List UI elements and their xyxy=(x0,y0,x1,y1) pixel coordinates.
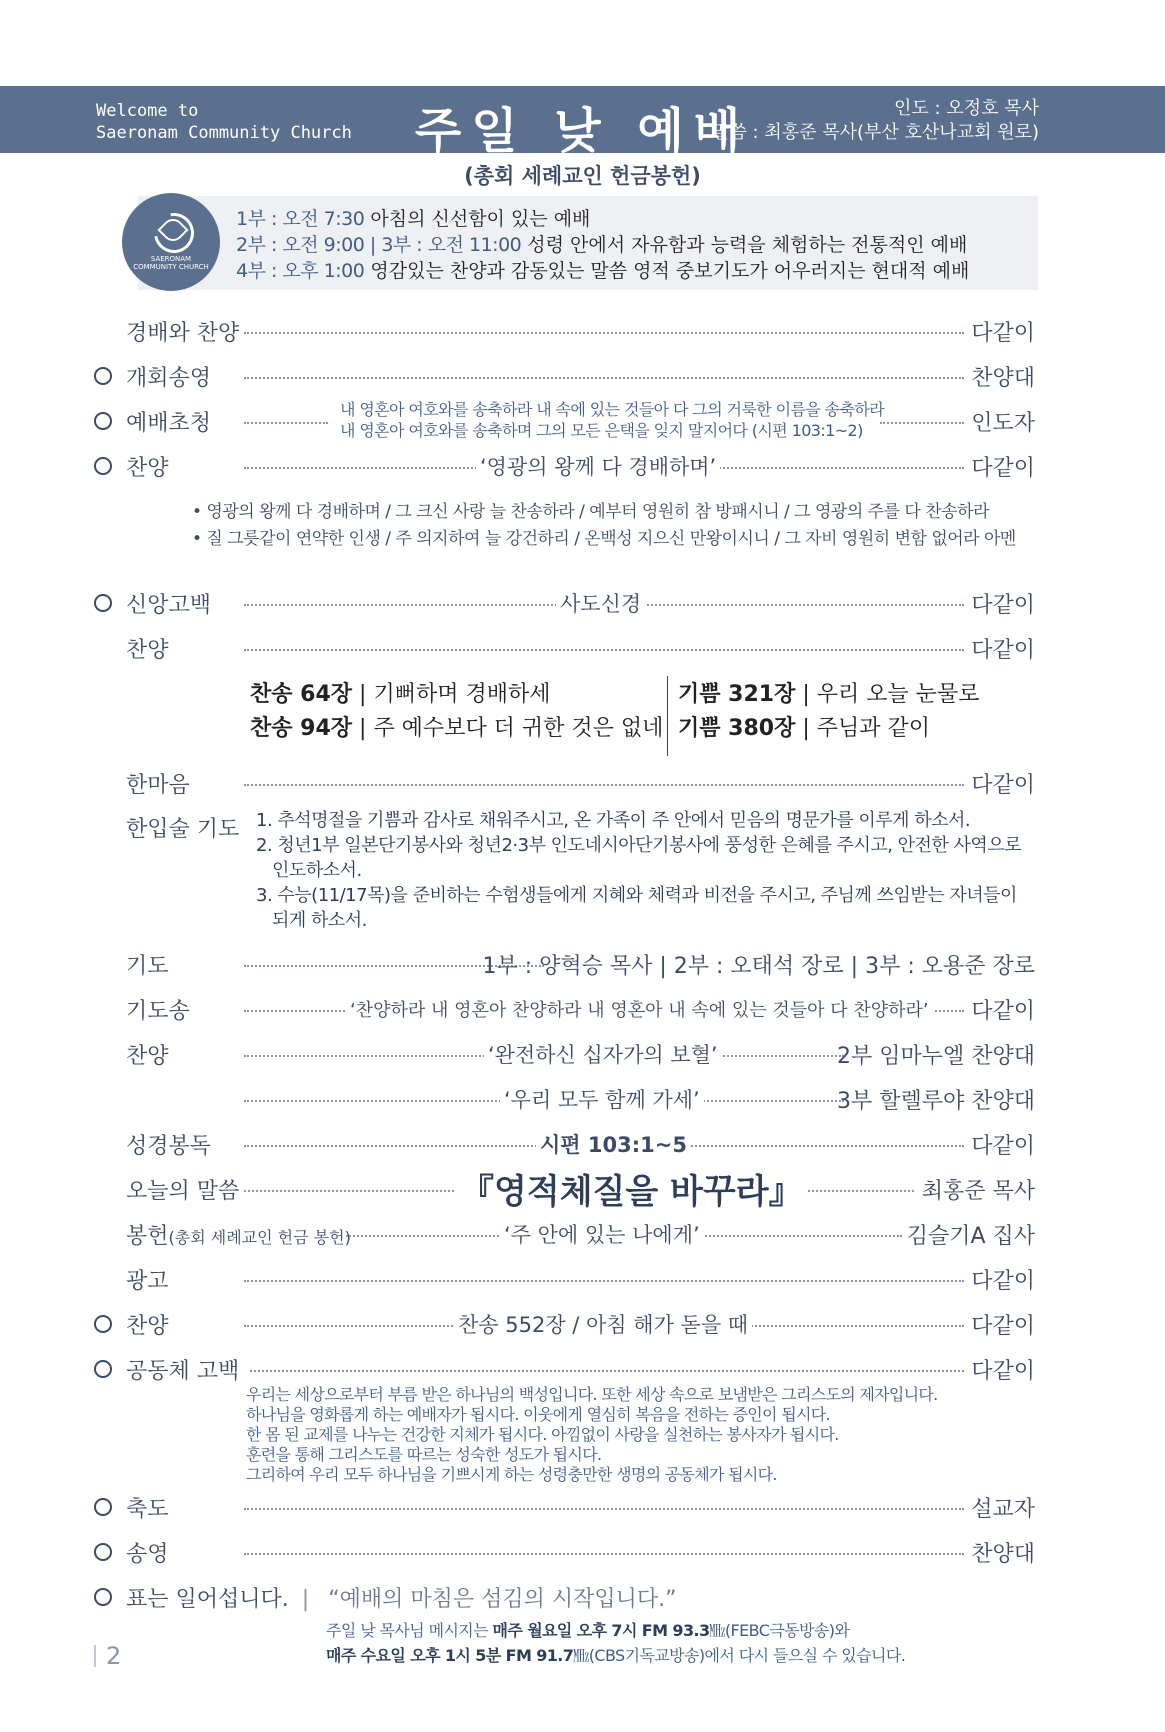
order-worship-praise: 경배와 찬양 다같이 xyxy=(126,321,1035,346)
prayer-item: 3. 수능(11/17목)을 준비하는 수험생들에게 지혜와 체력과 비전을 주시고, 주님께 쓰임받는 자녀들이 xyxy=(256,885,1017,906)
page-subtitle: (총회 세례교인 헌금봉헌) xyxy=(464,164,701,188)
divider xyxy=(667,676,668,756)
order-sermon: 오늘의 말씀 『영적체질을 바꾸라』 최홍준 목사 xyxy=(0,1172,1165,1208)
broadcast-info: 주일 낮 목사님 메시지는 매주 월요일 오후 7시 FM 93.3㎒(FEBC극동방송)와 매주 수요일 오후 1시 5분 FM 91.7㎒(CBS기독교방송)에서 다시 들으실 수 있습니다. xyxy=(326,1621,906,1665)
order-scripture: 성경봉독 시편 103:1~5 다같이 xyxy=(0,1127,1165,1163)
stand-mark-icon xyxy=(94,1498,112,1516)
hymn-item: 기쁨 380장 | 주님과 같이 xyxy=(678,716,931,741)
order-announcements: 광고 다같이 xyxy=(126,1269,1035,1294)
worship-leader: 인도 : 오정호 목사 xyxy=(894,98,1039,119)
order-offering: 봉헌(총회 세례교인 헌금 봉헌) ‘주 안에 있는 나에게’ 김슬기A 집사 xyxy=(0,1217,1165,1253)
stand-mark-icon xyxy=(94,1360,112,1378)
order-community-confession: 공동체 고백 다같이 xyxy=(0,1352,1165,1388)
order-doxology: 송영 찬양대 xyxy=(0,1535,1165,1571)
sermon-title: 『영적체질을 바꾸라』 xyxy=(456,1164,807,1213)
hymn-list-right xyxy=(678,678,980,746)
header-banner xyxy=(0,86,1165,159)
order-prayer: 기도 1부 : 양혁승 목사 | 2부 : 오태석 장로 | 3부 : 오용준 장로 xyxy=(126,954,1035,979)
schedule-item: 1부 : 오전 7:30 아침의 신선함이 있는 예배 xyxy=(236,208,591,230)
page-number: 2 xyxy=(94,1642,121,1670)
leaders xyxy=(712,97,1039,145)
closing-note: 표는 일어섭니다. | “예배의 마침은 섬김의 시작입니다.” xyxy=(126,1587,677,1612)
order-unison-prayer: 한입술 기도 xyxy=(126,817,240,842)
stand-mark-icon xyxy=(94,594,112,612)
order-benediction: 축도 설교자 xyxy=(0,1490,1165,1526)
order-opening-hymn: 개회송영 찬양대 xyxy=(0,359,1165,395)
prayer-item: 되게 하소서. xyxy=(272,910,367,931)
schedule-list xyxy=(236,206,969,284)
order-call-to-worship: 예배초청 내 영혼아 여호와를 송축하라 내 속에 있는 것들아 다 그의 거룩한 이름을 송축하라 내 영혼아 여호와를 송축하며 그의 모든 은택을 잊지 말지어다 (시편 103:1~2) 인도자 xyxy=(0,404,1165,440)
order-choir-2: ‘우리 모두 함께 가세’ 3부 할렐루야 찬양대 xyxy=(0,1082,1165,1118)
lyrics-line: • 영광의 왕께 다 경배하며 / 그 크신 사랑 늘 찬송하라 / 예부터 영원히 참 방패시니 / 그 영광의 주를 다 찬송하라 xyxy=(192,502,989,522)
order-praise-2: 찬양 다같이 xyxy=(126,638,1035,663)
stand-mark-icon xyxy=(94,1315,112,1333)
prayer-items xyxy=(256,808,1021,933)
prayer-item: 인도하소서. xyxy=(272,860,362,881)
preacher: 말씀 : 최홍준 목사(부산 호산나교회 원로) xyxy=(712,122,1039,143)
church-logo xyxy=(122,193,220,291)
schedule-item: 2부 : 오전 9:00 | 3부 : 오전 11:00 성령 안에서 자유함과 능력을 체험하는 전통적인 예배 xyxy=(236,234,968,256)
order-choir-1: 찬양 ‘완전하신 십자가의 보혈’ 2부 임마누엘 찬양대 xyxy=(0,1037,1165,1073)
church-name: Saeronam Community Church xyxy=(96,123,352,143)
logo-text: SAERONAM xyxy=(150,255,192,263)
order-prayer-song: 기도송 ‘찬양하라 내 영혼아 찬양하라 내 영혼아 내 속에 있는 것들아 다 찬양하라’ 다같이 xyxy=(0,992,1165,1028)
prayer-item: 1. 추석명절을 기쁨과 감사로 채워주시고, 온 가족이 주 안에서 믿음의 명문가를 이루게 하소서. xyxy=(256,810,971,831)
page-title: 주일 낮 예배 xyxy=(414,103,751,159)
stand-mark-icon xyxy=(94,412,112,430)
hymn-list-left xyxy=(250,678,663,746)
hymn-item: 찬송 64장 | 기뻐하며 경배하세 xyxy=(250,682,551,707)
logo-text: COMMUNITY CHURCH xyxy=(133,263,209,271)
stand-mark-icon xyxy=(94,457,112,475)
stand-mark-icon xyxy=(94,1588,112,1606)
hymn-item: 찬송 94장 | 주 예수보다 더 귀한 것은 없네 xyxy=(250,716,664,741)
hymn-item: 기쁨 321장 | 우리 오늘 눈물로 xyxy=(678,682,980,707)
lyrics-line: • 질 그릇같이 연약한 인생 / 주 의지하여 늘 강건하리 / 온백성 지으신 만왕이시니 / 그 자비 영원히 변함 없어라 아멘 xyxy=(192,529,1016,549)
confession-text: 우리는 세상으로부터 부름 받은 하나님의 백성입니다. 또한 세상 속으로 보냄받은 그리스도의 제자입니다. 하나님을 영화롭게 하는 예배자가 됩시다. 이웃에게 열심히 복음을 전하는 증인이 됩시다. 한 몸 된 교제를 나누는 건강한 지체가 됩시다. 아낌없이 사랑을 실천하는 봉사자가 됩시다. 훈련을 통해 그리스도를 따르는 성숙한 성도가 됩시다. 그리하여 우리 모두 하나님을 기쁘시게 하는 성령충만한 생명의 공동체가 됩시다. xyxy=(246,1385,938,1484)
order-praise-3: 찬양 찬송 552장 / 아침 해가 돋을 때 다같이 xyxy=(0,1307,1165,1343)
order-praise: 찬양 ‘영광의 왕께 다 경배하며’ 다같이 xyxy=(0,449,1165,485)
order-creed: 신앙고백 사도신경 다같이 xyxy=(0,586,1165,622)
schedule-item: 4부 : 오후 1:00 영감있는 찬양과 감동있는 말씀 영적 중보기도가 어우러지는 현대적 예배 xyxy=(236,260,970,282)
stand-mark-icon xyxy=(94,367,112,385)
welcome-line: Welcome to xyxy=(96,101,199,121)
prayer-item: 2. 청년1부 일본단기봉사와 청년2·3부 인도네시아단기봉사에 풍성한 은혜를 주시고, 안전한 사역으로 xyxy=(256,835,1022,856)
stand-mark-icon xyxy=(94,1543,112,1561)
order-one-heart: 한마음 다같이 xyxy=(126,773,1035,798)
